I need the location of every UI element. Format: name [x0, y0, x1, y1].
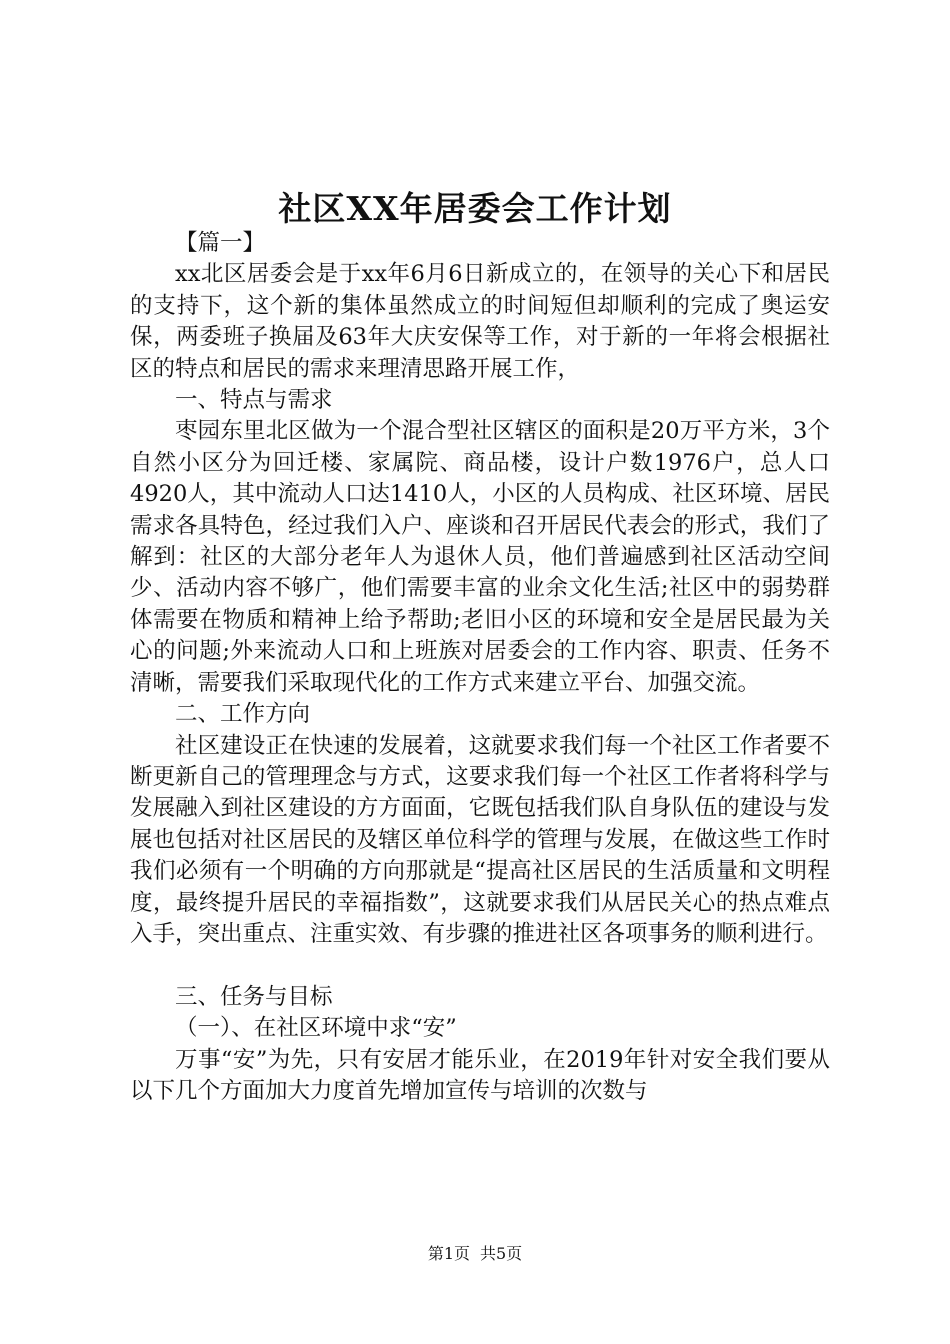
paragraph-gap: [130, 950, 830, 981]
page-number-current: 第1页: [427, 1244, 470, 1263]
subsection-heading-3-1: （一）、在社区环境中求“安”: [175, 1015, 457, 1042]
document-title: 社区XX年居委会工作计划: [278, 189, 672, 228]
paragraph-section-2: 社区建设正在快速的发展着，这就要求我们每一个社区工作者要不断更新自己的管理理念与方式，这要求我们每一个社区工作者将科学与发展融入到社区建设的方方面面，它既包括我们队自身队伍的建设与发展也包括对社区居民的及辖区单位科学的管理与发展，在做这些工作时我们必须有一个明确的方向那就是“提高社区居民的生活质量和文明程度，最终提升居民的幸福指数”，这就要求我们从居民关心的热点难点入手，突出重点、注重实效、有步骤的推进社区各项事务的顺利进行。: [130, 732, 830, 947]
part-label: 【篇一】: [175, 230, 266, 256]
page-footer: [0, 1242, 950, 1266]
document-body: [130, 228, 830, 1107]
page-number-total: 共5页: [480, 1244, 523, 1263]
paragraph-intro: xx北区居委会是于xx年6月6日新成立的，在领导的关心下和居民的支持下，这个新的集体虽然成立的时间短但却顺利的完成了奥运安保，两委班子换届及63年大庆安保等工作，对于新的一年将会根据社区的特点和居民的需求来理清思路开展工作，: [130, 261, 830, 382]
paragraph-section-1: 枣园东里北区做为一个混合型社区辖区的面积是20万平方米，3个自然小区分为回迁楼、家属院、商品楼，设计户数1976户，总人口4920人，其中流动人口达1410人，小区的人员构成、社区环境、居民需求各具特色，经过我们入户、座谈和召开居民代表会的形式，我们了解到：社区的大部分老年人为退休人员，他们普遍感到社区活动空间少、活动内容不够广，他们需要丰富的业余文化生活;社区中的弱势群体需要在物质和精神上给予帮助;老旧小区的环境和安全是居民最为关心的问题;外来流动人口和上班族对居委会的工作内容、职责、任务不清晰，需要我们采取现代化的工作方式来建立平台、加强交流。: [130, 418, 830, 696]
section-heading-3: 三、任务与目标: [175, 983, 333, 1010]
section-heading-1: 一、特点与需求: [175, 387, 333, 414]
paragraph-subsection-3-1: 万事“安”为先，只有安居才能乐业，在2019年针对安全我们要从以下几个方面加大力度首先增加宣传与培训的次数与: [130, 1046, 830, 1104]
section-heading-2: 二、工作方向: [175, 701, 311, 728]
